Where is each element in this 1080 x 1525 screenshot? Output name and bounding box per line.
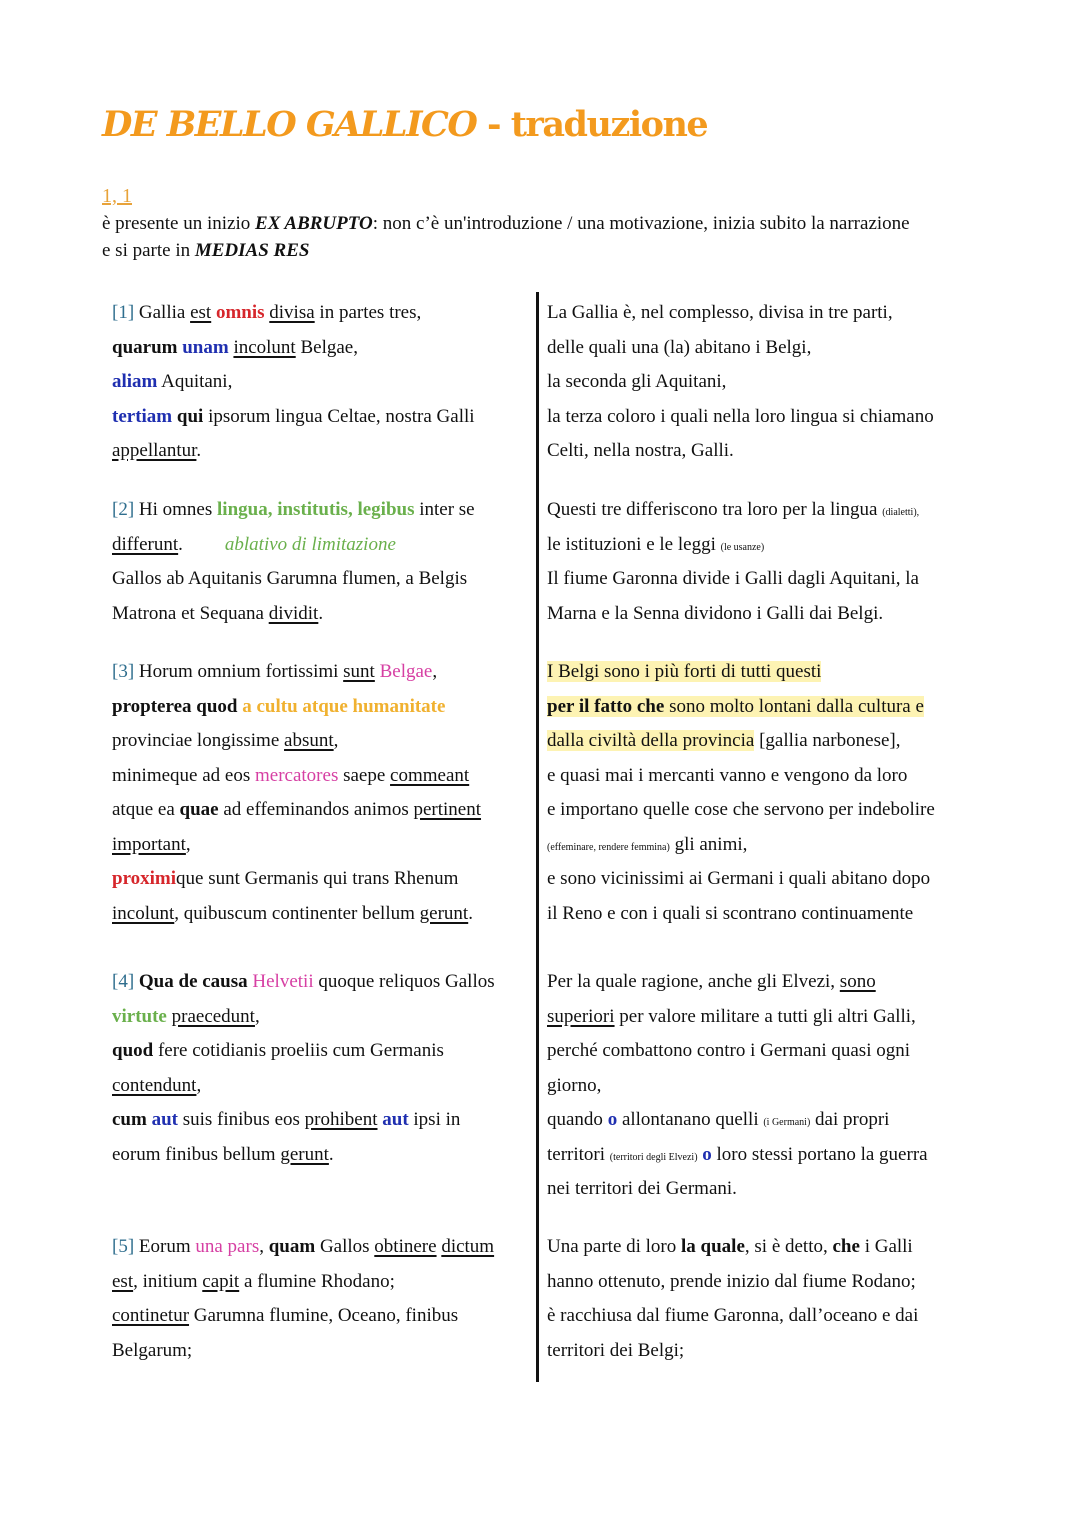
annotation: (effeminare, rendere femmina) (547, 841, 670, 853)
text: ipsorum lingua Celtae, nostra Galli (203, 405, 475, 427)
italian-line (547, 828, 967, 863)
text: , (333, 730, 339, 751)
italian-line (547, 690, 967, 725)
verb: incolunt (112, 902, 175, 924)
keyword: virtute (112, 1005, 167, 1027)
italian-line: delle quali una (la) abitano i Belgi, (547, 336, 812, 358)
verb: dictum (441, 1236, 495, 1257)
latin-line (112, 597, 527, 632)
text: , (432, 661, 438, 682)
latin-line (112, 965, 527, 1000)
keyword: a cultu atque humanitate (242, 695, 446, 717)
text: atque ea (112, 799, 180, 820)
keyword: omnis (215, 302, 265, 323)
italian-line: nei territori dei Germani. (547, 1178, 737, 1199)
latin-line (112, 528, 527, 563)
text: , (254, 1005, 260, 1027)
latin-paragraph-4 (112, 965, 527, 1172)
text: Per la quale ragione, anche gli Elvezi, (547, 971, 840, 992)
grammar-note: ablativo di limitazione (224, 533, 396, 555)
text: fere cotidianis proeliis cum Germanis (153, 1040, 444, 1061)
latin-line (112, 897, 527, 932)
annotation: (i Germani) (763, 1117, 811, 1128)
verb: sono (839, 971, 876, 992)
text: a flumine Rhodano; (239, 1270, 395, 1292)
italian-line: la terza coloro i quali nella loro lingua si chiamano (547, 405, 934, 427)
italian-line: e importano quelle cose che servono per indebolire (547, 799, 935, 820)
text: quando (547, 1109, 608, 1130)
italian-line: il Reno e con i quali si scontrano continuamente (547, 902, 914, 924)
latin-line (112, 1138, 527, 1173)
subject: Belgae (379, 661, 433, 682)
italian-line: è racchiusa dal fiume Garonna, dall’oceano e dai (547, 1305, 919, 1326)
verb: contendunt (112, 1074, 197, 1096)
text: Una parte di loro (547, 1236, 682, 1257)
keyword: tertiam (112, 405, 173, 427)
verb: absunt (284, 730, 334, 751)
latin-line (112, 1034, 527, 1069)
keyword: aut (382, 1109, 409, 1130)
text: Gallia (138, 302, 191, 323)
text: , si è detto, (744, 1236, 833, 1257)
latin-paragraph-3 (112, 655, 527, 931)
latin-line (112, 1265, 527, 1300)
text: . (196, 440, 202, 461)
italian-paragraph-2 (547, 493, 967, 631)
pronoun: quae (179, 799, 219, 820)
annotation: (le usanze) (720, 541, 765, 553)
text: in partes tres, (314, 302, 422, 323)
text: Belgae, (295, 336, 358, 358)
verb: pertinent (413, 799, 482, 820)
keyword: aliam (112, 371, 158, 392)
verb: appellantur (112, 440, 197, 461)
conjunction: propterea quod (112, 695, 238, 717)
text: Garumna flumine, Oceano, finibus (189, 1305, 459, 1326)
italian-line (547, 1103, 967, 1138)
pronoun: la quale (681, 1236, 745, 1257)
italian-line (547, 1230, 967, 1265)
text: Eorum (134, 1236, 196, 1257)
text: . (468, 902, 473, 924)
intro-term-ex-abrupto: EX ABRUPTO (255, 213, 373, 234)
verb: est (190, 302, 212, 323)
text: que sunt Germanis qui trans Rhenum (176, 868, 459, 889)
italian-line (547, 724, 967, 759)
conjunction: Qua de causa (138, 971, 248, 992)
latin-line (112, 365, 527, 400)
paragraph-number: [5] (112, 1236, 135, 1257)
verb: differunt (112, 533, 179, 555)
pronoun: che (832, 1236, 860, 1257)
highlighted-text: I Belgi sono i più forti di tutti questi (547, 661, 822, 682)
keyword: aut (151, 1109, 178, 1130)
text: [gallia narbonese], (754, 730, 901, 751)
text: dai propri (810, 1109, 890, 1130)
latin-line (112, 400, 527, 435)
latin-line (112, 690, 527, 725)
text: , (916, 507, 920, 518)
text: territori (547, 1143, 610, 1165)
intro-term-medias-res: MEDIAS RES (194, 240, 310, 261)
italian-line: La Gallia è, nel complesso, divisa in tre parti, (547, 302, 893, 323)
text: , quibuscum continenter bellum (174, 902, 420, 924)
highlighted-text: sono molto lontani dalla cultura e (664, 695, 924, 717)
intro-text: : non c’è un'introduzione / una motivazione, inizia subito la narrazione (372, 213, 910, 234)
text: allontanano quelli (617, 1109, 764, 1130)
conjunction: quod (112, 1040, 154, 1061)
text: Aquitani, (157, 371, 233, 392)
paragraph-number: [4] (112, 971, 135, 992)
italian-line (547, 655, 967, 690)
italian-line: perché combattono contro i Germani quasi ogni (547, 1040, 911, 1061)
italian-paragraph-1 (547, 296, 967, 469)
italian-line (547, 1000, 967, 1035)
text: saepe (338, 764, 391, 786)
title-suffix: - traduzione (476, 104, 708, 145)
annotation: (territori degli Elvezi) (609, 1151, 698, 1163)
latin-line (112, 434, 527, 469)
italian-line (547, 965, 967, 1000)
italian-line: giorno, (547, 1074, 602, 1096)
verb: incolunt (233, 336, 296, 358)
conjunction: cum (112, 1109, 147, 1130)
text: i Galli (859, 1236, 913, 1257)
verb: prohibent (304, 1109, 378, 1130)
subject: Helvetii (252, 971, 314, 992)
text: provinciae longissime (112, 730, 285, 751)
italian-line: la seconda gli Aquitani, (547, 371, 727, 392)
italian-line (547, 493, 967, 528)
text: loro stessi portano la guerra (711, 1143, 928, 1165)
latin-line (112, 493, 527, 528)
page-title (102, 104, 707, 145)
text: quoque reliquos Gallos (313, 971, 495, 992)
latin-line (112, 655, 527, 690)
latin-line (112, 828, 527, 863)
italian-paragraph-4 (547, 965, 967, 1207)
latin-line (112, 724, 527, 759)
latin-line (112, 1069, 527, 1104)
verb: superiori (547, 1005, 615, 1027)
latin-line (112, 793, 527, 828)
paragraph-number: [3] (112, 661, 135, 682)
column-divider (536, 292, 539, 1382)
text: . (178, 533, 183, 555)
text: minimeque ad eos (112, 764, 255, 786)
text: , (259, 1236, 269, 1257)
verb: capit (202, 1270, 240, 1292)
text: Gallos (315, 1236, 375, 1257)
highlighted-text: dalla civiltà della provincia (547, 730, 755, 751)
verb: divisa (269, 302, 315, 323)
latin-line (112, 331, 527, 366)
latin-paragraph-1 (112, 296, 527, 469)
verb: sunt (343, 661, 375, 682)
latin-line (112, 1230, 527, 1265)
annotation: (dialetti) (882, 507, 917, 518)
italian-line: e quasi mai i mercanti vanno e vengono da loro (547, 764, 908, 786)
italian-paragraph-3 (547, 655, 967, 931)
latin-line (112, 1000, 527, 1035)
verb: dividit (268, 602, 319, 624)
text: Horum omnium fortissimi (134, 661, 344, 682)
latin-line (112, 759, 527, 794)
italian-line: territori dei Belgi; (547, 1339, 685, 1361)
latin-line (112, 1103, 527, 1138)
verb: commeant (390, 764, 470, 786)
italian-line: Marna e la Senna dividono i Galli dai Belgi. (547, 602, 884, 624)
section-number: 1, 1 (102, 185, 132, 207)
verb: est (112, 1270, 134, 1292)
intro-text: è presente un inizio (102, 213, 256, 234)
verb: important (112, 833, 186, 855)
pronoun: quarum (112, 336, 178, 358)
subject: mercatores (255, 764, 339, 786)
text: Matrona et Sequana (112, 602, 269, 624)
text: . (318, 602, 324, 624)
text: , (196, 1074, 202, 1096)
paragraph-number: [2] (112, 499, 135, 520)
text: , (185, 833, 191, 855)
verb: obtinere (374, 1236, 437, 1257)
pronoun: qui (176, 405, 204, 427)
italian-line: Celti, nella nostra, Galli. (547, 440, 734, 461)
verb: gerunt (280, 1143, 329, 1165)
title-italic: DE BELLO GALLICO (102, 104, 477, 145)
italian-line: Il fiume Garonna divide i Galli dagli Aquitani, la (547, 568, 919, 589)
italian-paragraph-5 (547, 1230, 967, 1368)
verb: gerunt (419, 902, 469, 924)
intro-note (102, 210, 982, 264)
text: suis finibus eos (177, 1109, 305, 1130)
highlighted-text: per il fatto che (547, 695, 665, 717)
intro-text: e si parte in (102, 240, 195, 261)
latin-line (112, 862, 527, 897)
italian-line: hanno ottenuto, prende inizio dal fiume Rodano; (547, 1270, 916, 1292)
text: , initium (133, 1270, 203, 1292)
text: ipsi in (408, 1109, 461, 1130)
keyword: o (607, 1109, 618, 1130)
latin-paragraph-5 (112, 1230, 527, 1368)
latin-line: Belgarum; (112, 1339, 193, 1361)
text: Hi omnes (134, 499, 218, 520)
latin-paragraph-2 (112, 493, 527, 631)
keyword: proximi (112, 868, 177, 889)
latin-line: Gallos ab Aquitanis Garumna flumen, a Belgis (112, 568, 468, 589)
text: eorum finibus bellum (112, 1143, 281, 1165)
italian-line: e sono vicinissimi ai Germani i quali abitano dopo (547, 868, 931, 889)
italian-line (547, 1138, 967, 1173)
verb: continetur (112, 1305, 190, 1326)
keyword: unam (182, 336, 229, 358)
keyword: o (702, 1143, 712, 1165)
text: . (328, 1143, 334, 1165)
text: gli animi, (669, 833, 748, 855)
latin-line (112, 296, 527, 331)
text: inter se (414, 499, 475, 520)
latin-line (112, 1299, 527, 1334)
pronoun: quam (268, 1236, 316, 1257)
text: per valore militare a tutti gli altri Galli, (614, 1005, 916, 1027)
paragraph-number: [1] (112, 302, 135, 323)
text: Questi tre differiscono tra loro per la lingua (547, 499, 883, 520)
text: ad effeminandos animos (218, 799, 414, 820)
verb: praecedunt (171, 1005, 255, 1027)
subject: una pars (195, 1236, 260, 1257)
keyword: lingua, institutis, legibus (217, 499, 415, 520)
italian-line (547, 528, 967, 563)
text: le istituzioni e le leggi (547, 533, 721, 555)
